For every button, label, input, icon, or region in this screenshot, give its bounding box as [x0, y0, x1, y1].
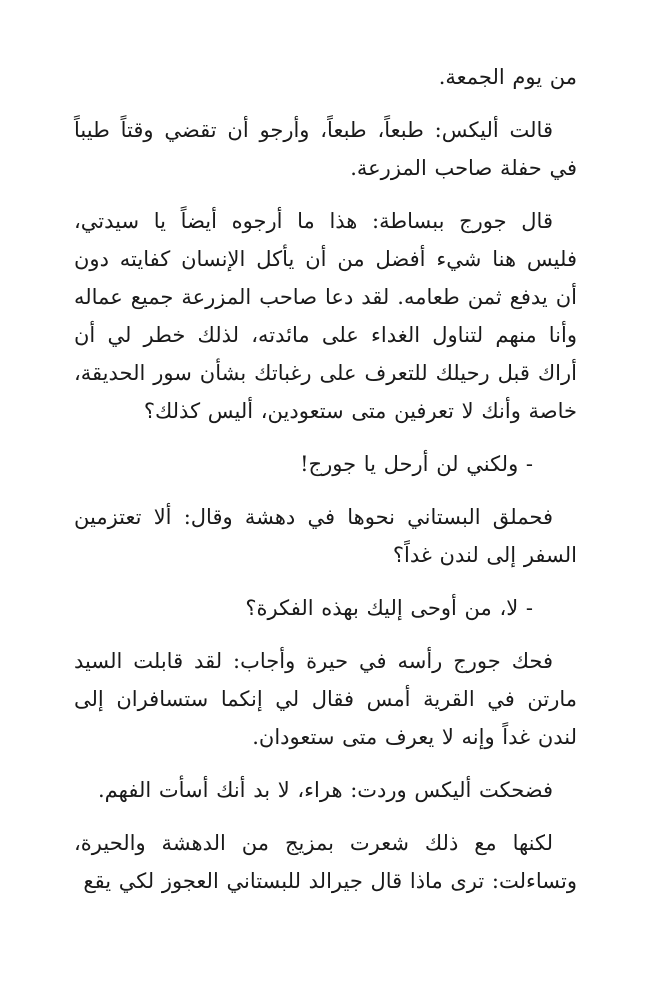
- page-text: [74, 58, 577, 915]
- paragraph-alex-reply: قالت أليكس: طبعاً، طبعاً، وأرجو أن تقضي وقتاً طيباً في حفلة صاحب المزرعة.: [74, 118, 577, 180]
- paragraph-alex-wondered: لكنها مع ذلك شعرت بمزيج من الدهشة والحيرة، وتساءلت: ترى ماذا قال جيرالد للبستاني العجوز لكي يقع: [74, 831, 577, 893]
- paragraph-george-explains: قال جورج ببساطة: هذا ما أرجوه أيضاً يا سيدتي، فليس هنا شيء أفضل من أن يأكل الإنسان كفايته دون أن يدفع ثمن طعامه. لقد دعا صاحب المزرعة جميع عماله وأنا منهم لتناول الغداء على مائدته، لذلك خطر لي أن أراك قبل رحيلك للتعرف على رغباتك بشأن سور الحديقة، خاصة وأنك لا تعرفين متى ستعودين، أليس كذلك؟: [74, 209, 577, 423]
- paragraph-who-suggested: - لا، من أوحى إليك بهذه الفكرة؟: [245, 596, 533, 620]
- paragraph-alex-laughed: فضحكت أليكس وردت: هراء، لا بد أنك أسأت الفهم.: [98, 778, 553, 802]
- paragraph-gardener-surprised: فحملق البستاني نحوها في دهشة وقال: ألا تعتزمين السفر إلى لندن غداً؟: [74, 505, 577, 567]
- paragraph-not-leaving: - ولكني لن أرحل يا جورج!: [300, 452, 533, 476]
- paragraph-george-met-martin: فحك جورج رأسه في حيرة وأجاب: لقد قابلت السيد مارتن في القرية أمس فقال لي إنكما ستسافران إلى لندن غداً وإنه لا يعرف متى ستعودان.: [74, 649, 577, 749]
- paragraph-friday: من يوم الجمعة.: [438, 65, 577, 89]
